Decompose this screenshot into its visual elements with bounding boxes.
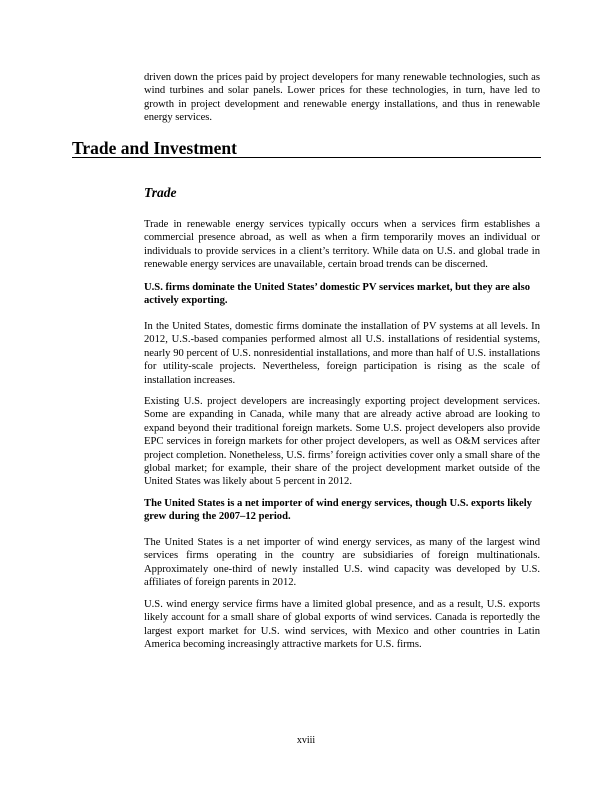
pv-paragraph-2: Existing U.S. project developers are increasingly exporting project development services. Some are expanding in Canada, while many that are already active abroad are looking to expand beyond their traditional foreign markets. Some U.S. project developers also provide EPC services in foreign markets for other project developers, as well as O&M services after project completion. Nonetheless, U.S. firms’ foreign activities cover only a small share of the global market; for example, their share of the project development market outside of the United States was likely about 5 percent in 2012. (144, 396, 540, 488)
pv-paragraph-1: In the United States, domestic firms dominate the installation of PV systems at all levels. In 2012, U.S.-based companies performed almost all U.S. installations of residential systems, nearly 90 percent of U.S. nonresidential installations, and more than half of U.S. installations for utility-scale projects. Nevertheless, foreign participation is rising as the scale of installation increases. (144, 321, 540, 386)
wind-paragraph-1: The United States is a net importer of wind energy services, as many of the largest wind services firms operating in the country are subsidiaries of foreign multinationals. Approximately one-third of newly installed U.S. wind capacity was developed by U.S. affiliates of foreign parents in 2012. (144, 537, 540, 589)
subsection-heading: Trade (144, 185, 177, 200)
page-number: xviii (296, 735, 316, 746)
finding-pv-heading: U.S. firms dominate the United States’ domestic PV services market, but they are also actively exporting. (144, 282, 531, 307)
section-divider (72, 157, 541, 158)
trade-paragraph: Trade in renewable energy services typically occurs when a services firm establishes a commercial presence abroad, as well as when a firm temporarily moves an individual or individuals to provide services in a client’s territory. While data on U.S. and global trade in renewable energy services are unavailable, certain broad trends can be discerned. (144, 219, 540, 271)
intro-paragraph: driven down the prices paid by project developers for many renewable technologies, such as wind turbines and solar panels. Lower prices for these technologies, in turn, have led to growth in project development and renewable energy installations, and thus in renewable energy services. (144, 72, 540, 124)
wind-paragraph-2: U.S. wind energy service firms have a limited global presence, and as a result, U.S. exports likely account for a small share of global exports of wind services. Canada is reportedly the largest export market for U.S. wind services, with Mexico and other countries in Latin America becoming increasingly attractive markets for U.S. firms. (144, 599, 540, 651)
finding-wind-heading: The United States is a net importer of wind energy services, though U.S. exports likely grew during the 2007–12 period. (144, 498, 532, 523)
section-heading: Trade and Investment (72, 138, 237, 158)
